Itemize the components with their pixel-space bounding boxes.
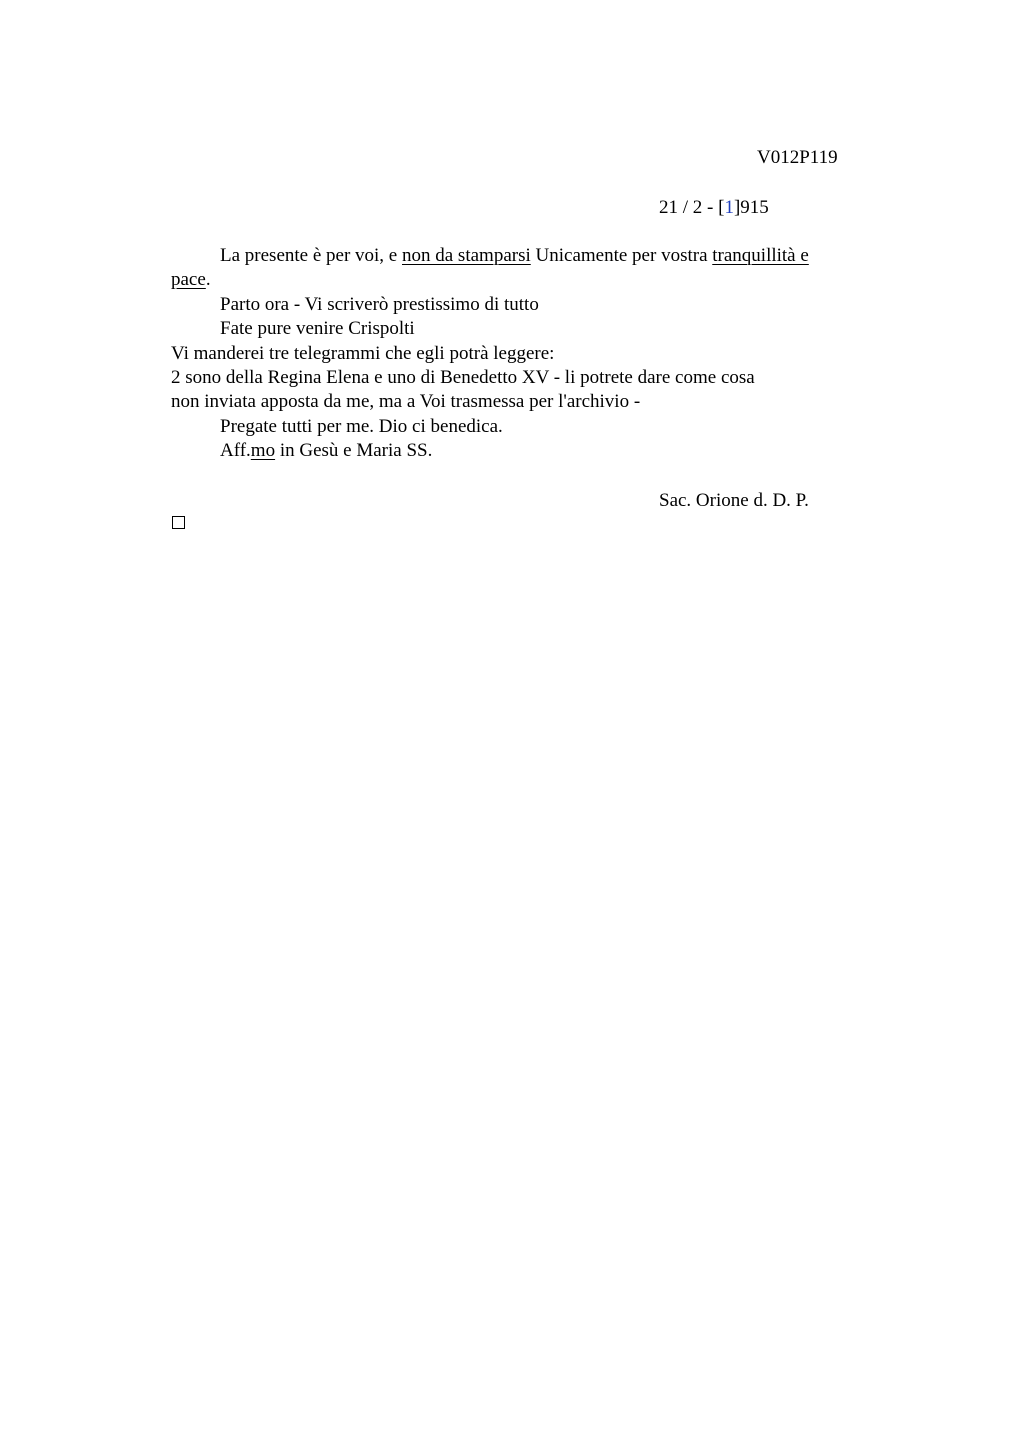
line-parto: Parto ora - Vi scriverò prestissimo di tutto [220, 293, 539, 315]
date-prefix: 21 / 2 - [ [659, 197, 725, 218]
square-marker-icon [172, 516, 185, 529]
line-2-sono: 2 sono della Regina Elena e uno di Benedetto XV - li potrete dare come cosa [171, 366, 755, 388]
line-vi-manderei: Vi manderei tre telegrammi che egli potrà leggere: [171, 342, 555, 364]
document-reference: V012P119 [757, 147, 838, 168]
signature: Sac. Orione d. D. P. [659, 490, 809, 511]
text-fragment: Aff. [220, 440, 251, 462]
date-suffix: ]915 [733, 197, 769, 218]
line-pregate: Pregate tutti per me. Dio ci benedica. [220, 415, 503, 437]
text-fragment: La presente è per voi, e [220, 245, 402, 266]
underlined-text: tranquillità e [712, 245, 809, 266]
line-fate: Fate pure venire Crispolti [220, 318, 415, 340]
underlined-text: non da stamparsi [402, 245, 531, 266]
letter-body [171, 244, 871, 464]
line-non-inviata: non inviata apposta da me, ma a Voi trasmessa per l'archivio - [171, 391, 641, 413]
paragraph-line-1 [171, 244, 871, 268]
letter-date [659, 196, 769, 220]
underlined-text: pace [171, 269, 206, 291]
underlined-text: mo [250, 440, 276, 462]
paragraph-line-2 [171, 268, 871, 292]
text-fragment: in Gesù e Maria SS. [275, 440, 433, 462]
text-fragment: . [205, 269, 211, 291]
closing-line [171, 439, 871, 463]
text-fragment: Unicamente per vostra [530, 245, 713, 266]
date-inserted-digit: 1 [724, 197, 734, 218]
